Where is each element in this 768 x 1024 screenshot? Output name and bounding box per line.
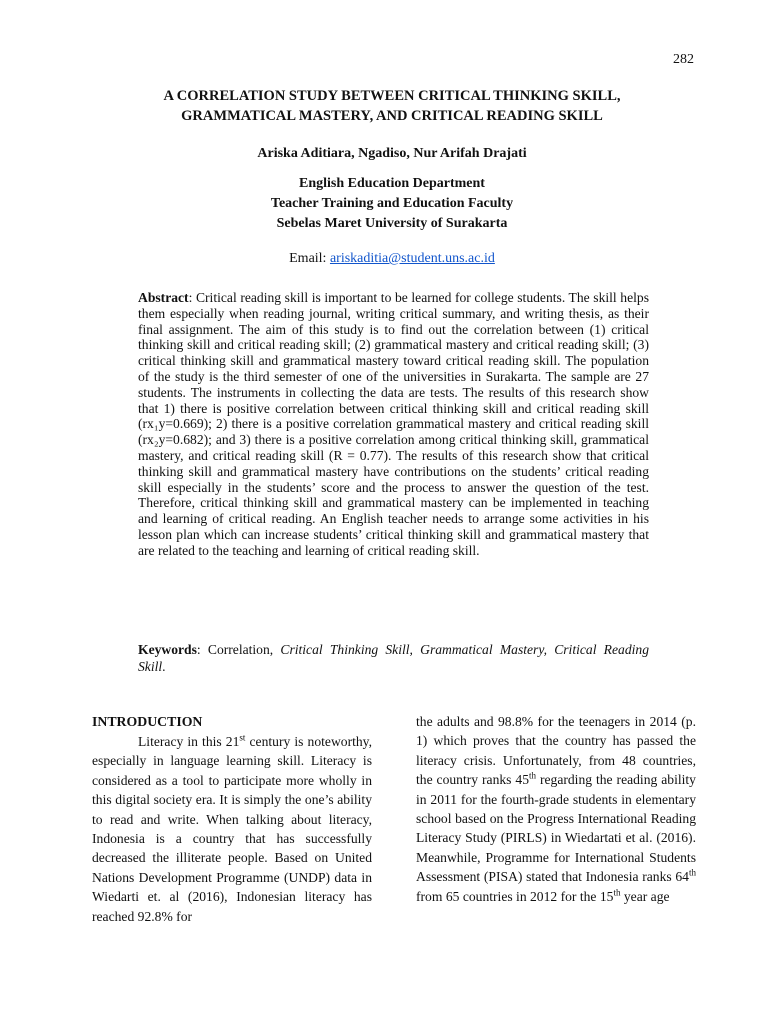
keywords-label: Keywords (138, 642, 197, 657)
title-line-1: A CORRELATION STUDY BETWEEN CRITICAL THINKING SKILL, (163, 88, 621, 104)
introduction-paragraph-left (92, 732, 372, 926)
affiliation-department: English Education Department (299, 176, 485, 191)
affiliation (90, 174, 694, 234)
keywords (138, 641, 649, 675)
affiliation-faculty: Teacher Training and Education Faculty (270, 196, 514, 211)
intro-right-text-4: year age (620, 888, 670, 904)
intro-right-text-1: the adults and 98.8% for the teenagers in 2014 (p. 1) which proves that the country has passed the literacy crisis. Unfortunately, from 48 countries, the country ranks 45 (416, 714, 696, 788)
keywords-list: Critical Thinking Skill, Grammatical Mastery, Critical Reading Skill (138, 642, 649, 674)
paper-title (90, 86, 694, 126)
email-line (90, 251, 694, 267)
right-column (416, 712, 696, 906)
intro-left-sup-1: st (239, 732, 246, 743)
intro-right-sup-3: th (613, 887, 621, 898)
abstract-label: Abstract (138, 290, 189, 305)
keywords-end: . (162, 659, 166, 674)
abstract-text: : Critical reading skill is important to be learned for college students. The skill helps them especially when reading journal, writing critical summary, and writing thesis, as their final assignment. The aim of this study is to find out the correlation between (1) critical thinking skill and critical reading skill; (2) grammatical mastery and critical reading skill; (3) critical thinking skill and grammatical mastery toward critical reading skill. The population of the study is the third semester of one of the universities in Surakarta. The sample are 27 students. The instruments in collecting the data are tests. The results of this research show that 1) there is positive correlation between critical thinking skill and critical reading skill (rx₁y=0.669); 2) there is a positive correlation grammatical mastery and critical reading skill (rx₂y=0.682); and 3) there is a positive correlation among critical thinking skill, grammatical mastery, and critical reading skill (R = 0.77). The results of this research show that critical thinking skill and grammatical mastery have contributions on the students’ critical reading skill especially in the students’ score and the process to answer the question of the test. Therefore, critical thinking skill and grammatical mastery can be implemented in teaching and learning of critical reading. An English teacher needs to arrange some activities in his lesson plan which can increase students’ critical thinking skill and grammatical mastery that are related to the teaching and learning of critical reading skill. (138, 290, 649, 558)
intro-right-text-2: regarding the reading ability in 2011 for the fourth-grade students in elementary school based on the Progress International Reading Literacy Study (PIRLS) in Wiedartati et al. (2016). Meanwhile, Programme for International Students Assessment (PISA) stated that Indonesia ranks 64 (416, 772, 696, 885)
email-label: Email: (289, 251, 330, 266)
abstract (138, 290, 649, 559)
page-number: 282 (673, 52, 694, 67)
intro-left-text-2: century is noteworthy, especially in language learning skill. Literacy is considered as a tool to participate more wholly in this digital society era. It is simply the one’s ability to read and write. When talking about literacy, Indonesia is a country that has successfully decreased the illiterate people. Based on United Nations Development Programme (UNDP) data in Wiedarti et. al (2016), Indonesian literacy has reached 92.8% for (92, 734, 372, 924)
affiliation-university: Sebelas Maret University of Surakarta (276, 216, 508, 231)
intro-right-text-3: from 65 countries in 2012 for the 15 (416, 888, 614, 904)
intro-right-sup-1: th (529, 770, 537, 781)
intro-right-sup-2: th (688, 867, 696, 878)
introduction-heading: INTRODUCTION (92, 714, 203, 729)
keywords-plain: : Correlation, (196, 642, 281, 657)
title-line-2: GRAMMATICAL MASTERY, AND CRITICAL READING SKILL (181, 108, 603, 124)
email-link[interactable]: ariskaditia@student.uns.ac.id (329, 251, 495, 266)
left-column (92, 712, 372, 926)
author-list: Ariska Aditiara, Ngadiso, Nur Arifah Drajati (257, 146, 527, 161)
introduction-paragraph-right (416, 712, 696, 906)
intro-left-text-1: Literacy in this 21 (138, 734, 240, 749)
